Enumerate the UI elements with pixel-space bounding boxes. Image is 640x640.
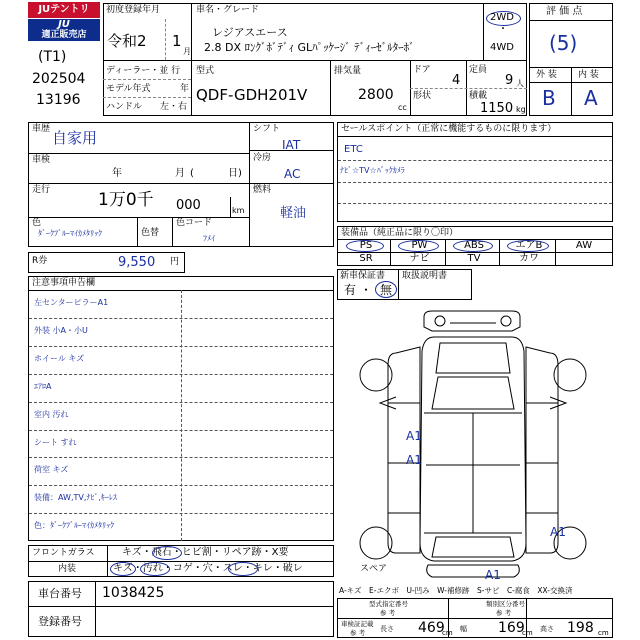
warranty-no: 無 <box>380 283 393 297</box>
equipment-item: PW <box>411 240 428 251</box>
category-label: 車歴 <box>32 124 51 134</box>
rating-score: (5) <box>549 31 578 55</box>
plate-label: 車検証記載 <box>341 620 374 628</box>
handle-label: ハンドル <box>106 102 143 112</box>
class-ref: 参 考 <box>496 609 512 617</box>
note-line: 室内 汚れ <box>34 409 69 419</box>
warranty-label: 新車保証書 <box>340 271 386 281</box>
recycle-value: 9,550 <box>118 255 156 270</box>
sheet-code: (T1) <box>38 49 67 65</box>
inspection-month: 月 <box>175 168 185 179</box>
inspection-year: 年 <box>112 168 122 179</box>
width-value: 169 <box>498 620 525 636</box>
equipment-item: PS <box>359 240 373 251</box>
width-label: 幅 <box>460 625 467 633</box>
interior-sure-circle <box>228 562 258 576</box>
name-label: 車名・グレード <box>196 5 260 15</box>
ju-logo: JU 適正販売店 <box>28 19 100 41</box>
damage-mark-rear-bumper: A1 <box>485 568 501 581</box>
brand-logo: JUテントリ <box>28 2 100 18</box>
note-line: 荷室 キズ <box>34 465 69 475</box>
note-line: ｴｱﾛA <box>34 381 52 391</box>
reg-month: 1 <box>172 32 182 50</box>
note-line: 左センターピラーA1 <box>34 298 109 307</box>
dealer-label: ディーラー・並 行 <box>106 66 181 76</box>
fuel-label: 燃料 <box>253 185 272 195</box>
selling-line-2: ﾅﾋﾞ☆TV☆ﾊﾞｯｸｶﾒﾗ <box>340 166 405 175</box>
reg-month-unit: 月 <box>183 47 191 56</box>
manual-label: 取扱説明書 <box>402 271 448 281</box>
inspection-open: ( <box>190 168 194 179</box>
fuel-value: 軽油 <box>280 206 307 221</box>
interior-items: キズ・汚れ・コゲ・穴・スレ・キレ・破レ <box>113 563 303 574</box>
plate-ref: 参 考 <box>350 629 366 637</box>
height-value: 198 <box>567 620 594 636</box>
mileage-value: 1万0千 <box>98 190 154 210</box>
color-label: 色 <box>32 218 42 228</box>
capacity-value: 9 <box>505 73 514 88</box>
handle-value: 左・右 <box>160 102 188 112</box>
warranty-yes: 有 <box>344 283 357 297</box>
spare-label: スペア <box>360 564 388 574</box>
shape-label: 形状 <box>413 91 432 101</box>
interior-kizu-circle <box>110 562 136 576</box>
damage-mark-left-rear: A1 <box>406 453 422 467</box>
equipment-item: TV <box>467 253 481 264</box>
glass-tobiishi-circle <box>152 546 182 560</box>
car-damage-diagram <box>336 303 614 581</box>
type-cert-ref: 参 考 <box>380 609 396 617</box>
glass-label: フロントガラス <box>32 548 95 558</box>
height-unit: cm <box>598 629 609 637</box>
interior-yogore-circle <box>140 562 170 576</box>
load-unit: kg <box>516 105 526 114</box>
mileage-label: 走行 <box>32 185 51 195</box>
equipment-circle <box>453 240 493 252</box>
equipment-item: AW <box>575 240 593 251</box>
rating-int: A <box>584 86 598 110</box>
doors-value: 4 <box>452 73 461 88</box>
chassis-label: 車台番号 <box>38 587 82 600</box>
interior-label: 内装 <box>58 564 77 574</box>
chassis-value: 1038425 <box>102 585 165 601</box>
sheet-num-2: 13196 <box>36 92 81 108</box>
displacement-label: 排気量 <box>334 66 362 76</box>
mileage-value2: 000 <box>176 198 201 213</box>
damage-mark-right-rear: A1 <box>550 525 566 539</box>
selling-label: セールスポイント（正常に機能するものに限ります） <box>341 124 557 134</box>
length-label: 長さ <box>380 625 394 633</box>
color-value: ﾀﾞｰｸﾌﾞﾙｰﾏｲｶﾒﾀﾘｯｸ <box>38 229 102 238</box>
model-year-label: モデル年式 <box>106 84 151 94</box>
mileage-unit: km <box>232 206 245 215</box>
color-code-value: ﾌﾒｲ <box>203 234 215 243</box>
cooler-value: AC <box>284 167 301 181</box>
model-value: QDF-GDH201V <box>196 86 308 104</box>
note-line: 色：ﾀﾞｰｸﾌﾞﾙｰﾏｲｶﾒﾀﾘｯｸ <box>34 521 114 531</box>
cooler-label: 冷房 <box>253 153 272 163</box>
note-line: シート すれ <box>34 437 77 447</box>
reg-label: 初度登録年月 <box>106 5 161 15</box>
drive-4wd: 4WD <box>490 42 514 53</box>
damage-legend: A-キズ E-エクボ U-凹み W-補修跡 S-サビ C-腐食 XX-交換済 <box>339 586 573 595</box>
model-year-unit: 年 <box>180 84 190 94</box>
height-label: 高さ <box>540 625 554 633</box>
doors-label: ドア <box>413 65 431 75</box>
width-unit: cm <box>522 629 533 637</box>
length-unit: cm <box>442 629 453 637</box>
equipment-circle <box>346 240 384 252</box>
recycle-block <box>28 252 185 273</box>
rating-ext: B <box>542 86 556 110</box>
inspection-label: 車検 <box>32 155 51 165</box>
rating-label: 評 価 点 <box>546 6 583 17</box>
equipment-item: SR <box>359 253 373 264</box>
displacement-unit: cc <box>398 103 407 112</box>
equipment-item: ナビ <box>409 253 430 264</box>
capacity-unit: 人 <box>516 79 524 88</box>
equipment-item: カワ <box>519 253 539 264</box>
warranty-no-circle <box>375 281 397 298</box>
note-line: 外装 小A・小U <box>34 325 88 335</box>
inspection-day: 日) <box>228 168 242 179</box>
logo-block <box>28 2 101 116</box>
sheet-num-1: 202504 <box>32 71 86 87</box>
length-value: 469 <box>418 620 445 636</box>
warranty-sep: ・ <box>360 283 373 297</box>
color-code-label: 色コード <box>176 218 213 228</box>
selling-line-1: ETC <box>344 144 363 155</box>
load-label: 積載 <box>469 91 488 101</box>
load-value: 1150 <box>480 101 514 116</box>
displacement-value: 2800 <box>358 87 394 103</box>
reg-era: 令和2 <box>107 32 147 50</box>
equipment-circle <box>507 240 549 252</box>
drive-2wd: 2WD <box>490 12 514 23</box>
recycle-unit: 円 <box>170 257 180 267</box>
shift-value: IAT <box>282 138 301 152</box>
car-name: レジアスエース <box>212 26 288 39</box>
capacity-label: 定員 <box>469 65 488 75</box>
color-change-label: 色替 <box>141 228 160 238</box>
equipment-item: エアB <box>515 240 543 251</box>
equipment-item: ABS <box>464 240 484 251</box>
recycle-label: R券 <box>32 256 48 266</box>
class-label: 類別区分番号 <box>486 600 525 608</box>
notes-label: 注意事項申告欄 <box>32 278 96 288</box>
shift-label: シフト <box>253 124 281 134</box>
category-value: 自家用 <box>52 129 98 147</box>
note-line: ホイール キズ <box>34 353 85 363</box>
model-label: 型式 <box>196 66 215 76</box>
type-cert-label: 型式指定番号 <box>369 600 408 608</box>
car-grade: 2.8 DX ﾛﾝｸﾞﾎﾞﾃﾞｨ GLﾊﾟｯｹｰｼﾞ ﾃﾞｨｰｾﾞﾙﾀｰﾎﾞ <box>204 41 415 54</box>
drive-dot: ・ <box>498 24 508 35</box>
rating-ext-label: 外 装 <box>536 70 557 80</box>
equipment-circle <box>398 240 439 252</box>
equipment-label: 装備品（純正品に限り〇印） <box>341 228 459 238</box>
rating-int-label: 内 装 <box>578 70 599 80</box>
note-line: 装備：AW,TV,ﾅﾋﾞ,ｷｰﾚｽ <box>34 493 117 503</box>
registration-label: 登録番号 <box>38 615 82 628</box>
glass-items: キズ・飛石・ヒビ割・リペア跡・X要 <box>122 547 289 558</box>
damage-mark-left-pillar: A1 <box>406 429 422 443</box>
